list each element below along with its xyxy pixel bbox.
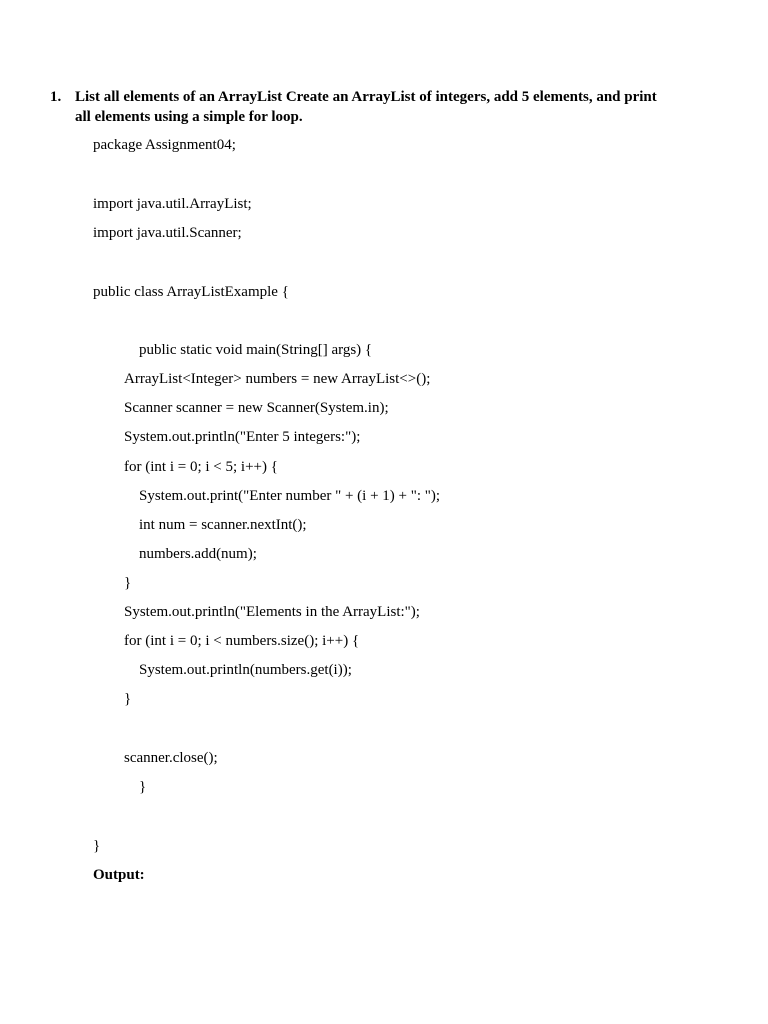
code-close-main: } bbox=[139, 779, 147, 795]
question-text-line-1: List all elements of an ArrayList Create an ArrayList of integers, add 5 elements, and print bbox=[75, 89, 657, 105]
question-number: 1. bbox=[50, 89, 62, 105]
code-for-loop-2: for (int i = 0; i < numbers.size(); i++) { bbox=[124, 633, 360, 649]
code-close-class: } bbox=[93, 838, 101, 854]
code-scanner-close: scanner.close(); bbox=[124, 750, 218, 766]
code-print-enter-number: System.out.print("Enter number " + (i + 1) + ": "); bbox=[139, 488, 441, 504]
code-elements-print: System.out.println("Elements in the ArrayList:"); bbox=[124, 604, 420, 620]
code-print-element: System.out.println(numbers.get(i)); bbox=[139, 662, 352, 678]
code-import-scanner: import java.util.Scanner; bbox=[93, 225, 242, 241]
code-main-declaration: public static void main(String[] args) { bbox=[139, 342, 373, 358]
code-list-declaration: ArrayList<Integer> numbers = new ArrayList<>(); bbox=[124, 371, 431, 387]
code-close-for-1: } bbox=[124, 575, 132, 591]
code-import-arraylist: import java.util.ArrayList; bbox=[93, 196, 252, 212]
code-read-int: int num = scanner.nextInt(); bbox=[139, 517, 307, 533]
code-close-for-2: } bbox=[124, 691, 132, 707]
output-label: Output: bbox=[93, 867, 145, 883]
question-text-line-2: all elements using a simple for loop. bbox=[75, 109, 303, 125]
code-scanner-declaration: Scanner scanner = new Scanner(System.in); bbox=[124, 400, 389, 416]
code-prompt-print: System.out.println("Enter 5 integers:"); bbox=[124, 429, 361, 445]
code-class-declaration: public class ArrayListExample { bbox=[93, 284, 289, 300]
code-package-line: package Assignment04; bbox=[93, 137, 236, 153]
code-add-num: numbers.add(num); bbox=[139, 546, 257, 562]
code-for-loop-1: for (int i = 0; i < 5; i++) { bbox=[124, 459, 278, 475]
